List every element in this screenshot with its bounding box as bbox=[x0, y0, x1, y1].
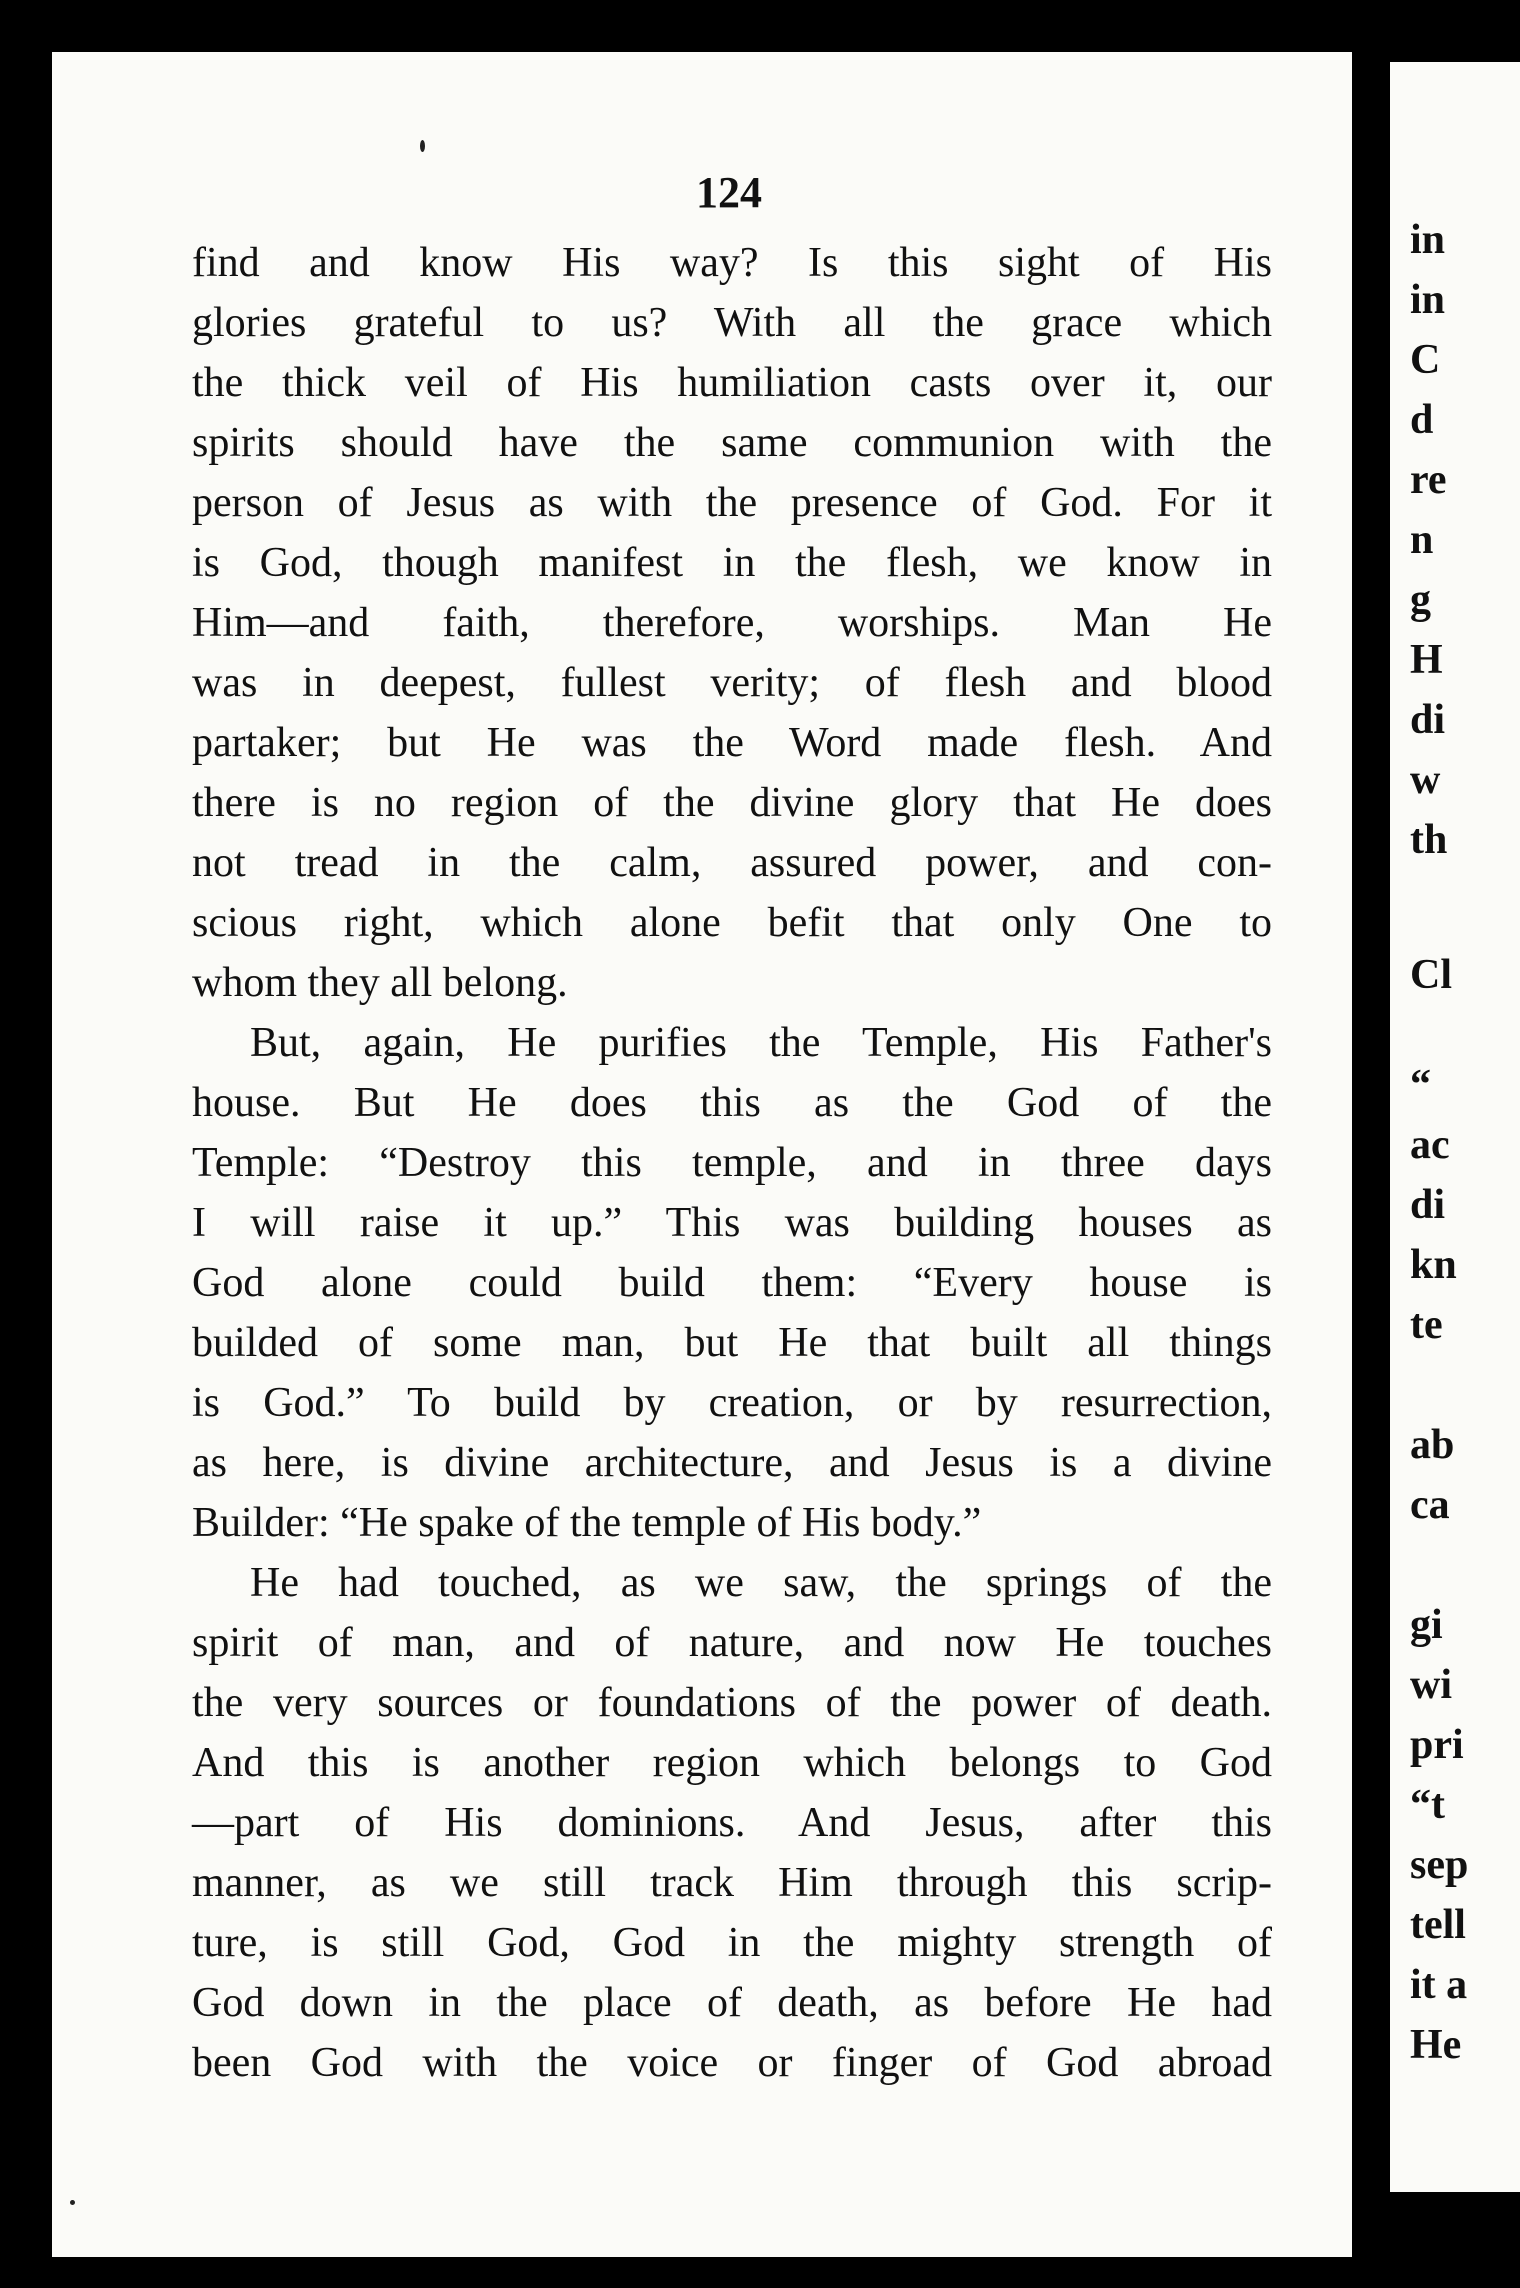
text-line: Builder: “He spake of the temple of His body.” bbox=[192, 1500, 982, 1546]
text-line: person of Jesus as with the presence of God. For it bbox=[192, 480, 1272, 526]
text-line: I will raise it up.” This was building houses as bbox=[192, 1200, 1272, 1246]
right-page-fragment: Cl bbox=[1410, 952, 1452, 998]
text-line: the thick veil of His humiliation casts over it, our bbox=[192, 360, 1272, 406]
right-page-fragment: H bbox=[1410, 637, 1443, 683]
right-page-fragment: wi bbox=[1410, 1662, 1452, 1708]
right-page-fragment: “ bbox=[1410, 1062, 1431, 1108]
right-page-fragment: it a bbox=[1410, 1962, 1468, 2008]
right-page-fragment: gi bbox=[1410, 1602, 1443, 1648]
right-page-fragment: in bbox=[1410, 217, 1446, 263]
text-line: But, again, He purifies the Temple, His Father's bbox=[250, 1020, 1272, 1066]
right-page-fragment: di bbox=[1410, 1182, 1446, 1228]
right-page-fragment: “t bbox=[1410, 1782, 1445, 1828]
text-line: God alone could build them: “Every house is bbox=[192, 1260, 1272, 1306]
right-page-fragment: ac bbox=[1410, 1122, 1450, 1168]
text-line: whom they all belong. bbox=[192, 960, 568, 1006]
text-line: —part of His dominions. And Jesus, after this bbox=[192, 1800, 1272, 1846]
text-line: is God.” To build by creation, or by resurrection, bbox=[192, 1380, 1272, 1426]
right-page-fragment: di bbox=[1410, 697, 1446, 743]
text-line: house. But He does this as the God of the bbox=[192, 1080, 1272, 1126]
print-speck bbox=[420, 140, 425, 152]
text-line: builded of some man, but He that built all things bbox=[192, 1320, 1272, 1366]
print-speck bbox=[70, 2200, 75, 2205]
text-line: manner, as we still track Him through this scrip- bbox=[192, 1860, 1272, 1906]
text-line: been God with the voice or finger of God abroad bbox=[192, 2040, 1272, 2086]
text-line: there is no region of the divine glory that He does bbox=[192, 780, 1272, 826]
right-page-fragment: in bbox=[1410, 277, 1446, 323]
right-page-fragment: ab bbox=[1410, 1422, 1455, 1468]
right-page-fragment: d bbox=[1410, 397, 1434, 443]
right-page-fragment: g bbox=[1410, 577, 1431, 623]
text-line: is God, though manifest in the flesh, we know in bbox=[192, 540, 1272, 586]
text-line: was in deepest, fullest verity; of flesh and blood bbox=[192, 660, 1272, 706]
right-page-fragment: pri bbox=[1410, 1722, 1464, 1768]
right-page-fragment: sep bbox=[1410, 1842, 1469, 1888]
text-line: Him—and faith, therefore, worships. Man He bbox=[192, 600, 1272, 646]
right-page-fragment: kn bbox=[1410, 1242, 1457, 1288]
text-line: And this is another region which belongs to God bbox=[192, 1740, 1272, 1786]
text-line: God down in the place of death, as before He had bbox=[192, 1980, 1272, 2026]
right-page-fragment: n bbox=[1410, 517, 1434, 563]
right-page-fragment: re bbox=[1410, 457, 1447, 503]
text-line: glories grateful to us? With all the grace which bbox=[192, 300, 1272, 346]
page-number: 124 bbox=[696, 168, 762, 217]
right-page-fragment: tell bbox=[1410, 1902, 1466, 1948]
right-page-fragment: te bbox=[1410, 1302, 1443, 1348]
right-page-fragment: w bbox=[1410, 757, 1441, 803]
text-line: spirits should have the same communion with the bbox=[192, 420, 1272, 466]
right-page-fragment: th bbox=[1410, 817, 1448, 863]
text-line: scious right, which alone befit that only One to bbox=[192, 900, 1272, 946]
text-line: spirit of man, and of nature, and now He touches bbox=[192, 1620, 1272, 1666]
right-page-fragment: He bbox=[1410, 2022, 1462, 2068]
text-line: not tread in the calm, assured power, and con- bbox=[192, 840, 1272, 886]
text-line: ture, is still God, God in the mighty strength of bbox=[192, 1920, 1272, 1966]
text-line: find and know His way? Is this sight of His bbox=[192, 240, 1272, 286]
right-page-fragment: C bbox=[1410, 337, 1441, 383]
text-line: Temple: “Destroy this temple, and in three days bbox=[192, 1140, 1272, 1186]
text-line: He had touched, as we saw, the springs of the bbox=[250, 1560, 1272, 1606]
text-line: as here, is divine architecture, and Jesus is a divine bbox=[192, 1440, 1272, 1486]
text-line: the very sources or foundations of the power of death. bbox=[192, 1680, 1272, 1726]
right-page-fragment: ca bbox=[1410, 1482, 1450, 1528]
text-line: partaker; but He was the Word made flesh. And bbox=[192, 720, 1272, 766]
right-page-edge bbox=[1390, 62, 1520, 2192]
